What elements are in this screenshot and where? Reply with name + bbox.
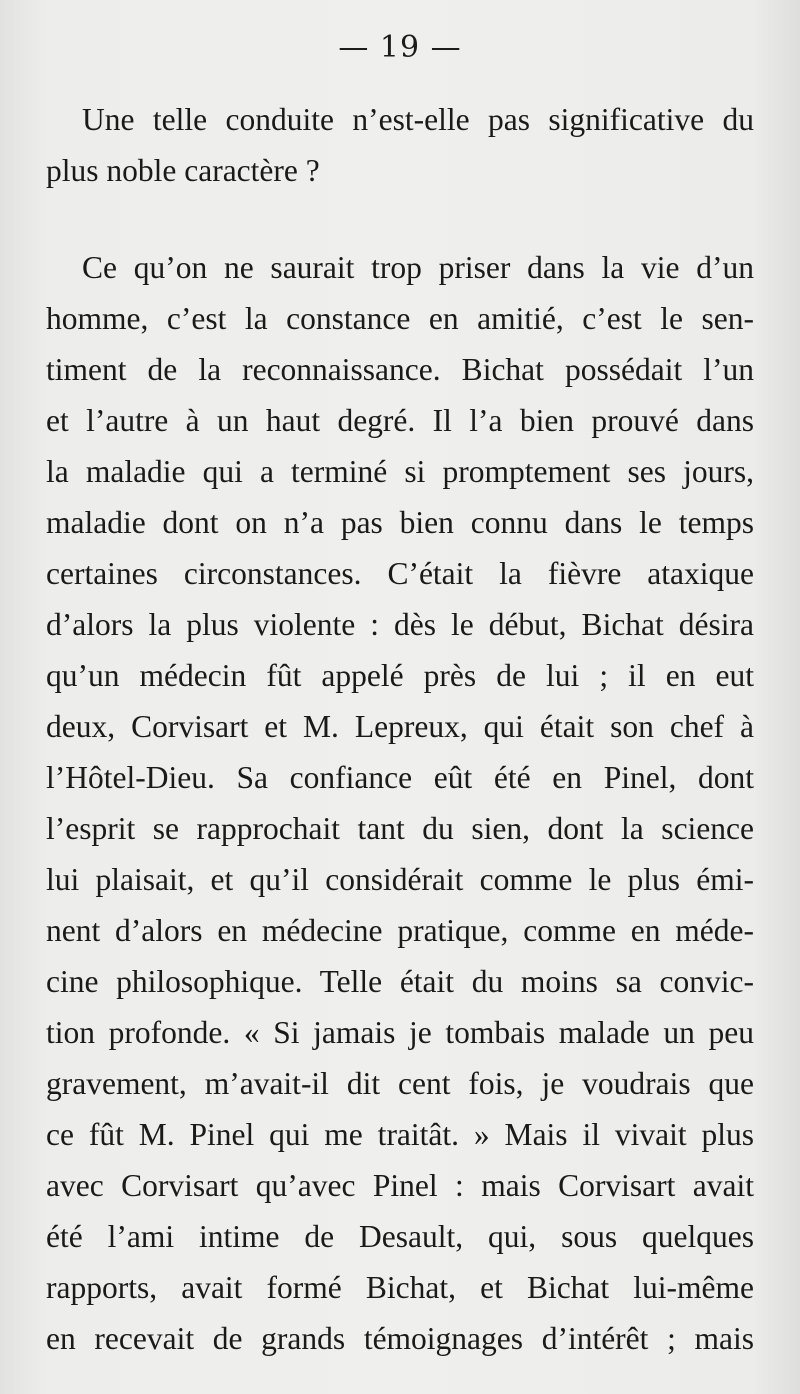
text-line: l’Hôtel-Dieu. Sa confiance eût été en Pinel, dont — [46, 760, 754, 795]
text-line: été l’ami intime de Desault, qui, sous quelques — [46, 1219, 754, 1254]
text-line: timent de la reconnaissance. Bichat possédait l’un — [46, 352, 754, 387]
text-line: d’alors la plus violente : dès le début, Bichat désira — [46, 607, 754, 642]
text-line: homme, c’est la constance en amitié, c’est le sen- — [46, 301, 754, 336]
page-number: — 19 — — [338, 30, 462, 65]
text-line: nent d’alors en médecine pratique, comme en méde- — [46, 913, 754, 948]
text-line: gravement, m’avait-il dit cent fois, je voudrais que — [46, 1066, 754, 1101]
text-line: en recevait de grands témoignages d’intérêt ; mais — [46, 1321, 754, 1356]
text-line: lui plaisait, et qu’il considérait comme le plus émi- — [46, 862, 754, 897]
paragraph-gap — [46, 196, 754, 242]
text-line: cine philosophique. Telle était du moins sa convic- — [46, 964, 754, 999]
text-line: deux, Corvisart et M. Lepreux, qui était son chef à — [46, 709, 754, 744]
text-line: certaines circonstances. C’était la fièvre ataxique — [46, 556, 754, 591]
text-line: ce fût M. Pinel qui me traitât. » Mais il vivait plus — [46, 1117, 754, 1152]
paragraph-1 — [46, 94, 754, 196]
text-line: rapports, avait formé Bichat, et Bichat lui-même — [46, 1270, 754, 1305]
text-line: tion profonde. « Si jamais je tombais malade un peu — [46, 1015, 754, 1050]
text-line: avec Corvisart qu’avec Pinel : mais Corvisart avait — [46, 1168, 754, 1203]
text-line: maladie dont on n’a pas bien connu dans le temps — [46, 505, 754, 540]
paragraph-2 — [46, 242, 754, 1364]
text-line: plus noble caractère ? — [46, 153, 320, 188]
text-line: Ce qu’on ne saurait trop priser dans la vie d’un — [82, 250, 754, 285]
text-line: l’esprit se rapprochait tant du sien, dont la science — [46, 811, 754, 846]
text-line: qu’un médecin fût appelé près de lui ; il en eut — [46, 658, 754, 693]
text-line: la maladie qui a terminé si promptement ses jours, — [46, 454, 754, 489]
body-text — [46, 94, 754, 1364]
text-line: Une telle conduite n’est-elle pas significative du — [82, 102, 754, 137]
text-line: et l’autre à un haut degré. Il l’a bien prouvé dans — [46, 403, 754, 438]
